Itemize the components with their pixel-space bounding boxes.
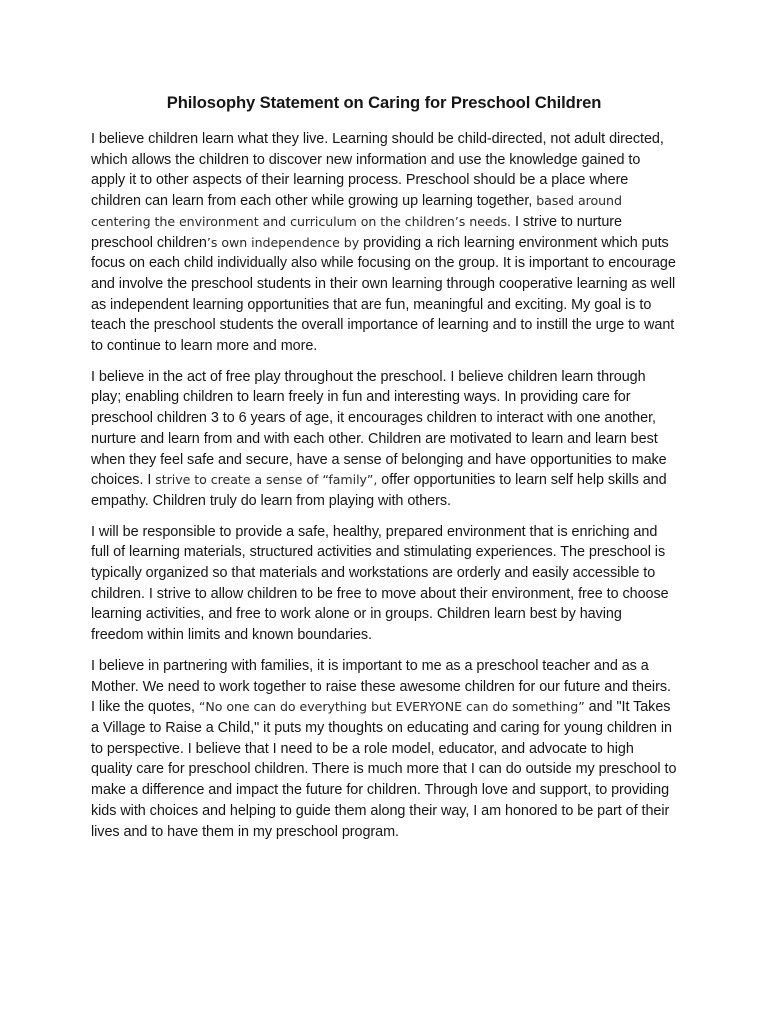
paragraph-2-text-1: I believe in the act of free play throughout the preschool. I believe children learn through play; enabling children to learn freely in fun and interesting ways. In providing care for preschool children 3 to 6 years of age, it encourages children to interact with one another, nurture and learn from and with each other. Children are motivated to learn and learn best when they feel safe and secure, have a sense of belonging and have opportunities to make choices. I [91, 368, 667, 489]
paragraph-1-text-3: I strive to nurture preschool children [91, 213, 622, 251]
paragraph-4-text-3: and "It Takes a Village to Raise a Child," it puts my thoughts on educating and caring for young children in to perspective. I believe that I need to be a role model, educator, and advocate to high quality care for preschool children. There is much more that I can do outside my preschool to make a difference and impact the future for children. Through love and support, to providing kids with choices and helping to guide them along their way, I am honored to be part of their lives and to have them in my preschool program. [91, 699, 677, 840]
paragraph-2 [91, 367, 677, 512]
paragraph-1-text-5: providing a rich learning environment which puts focus on each child individually also while focusing on the group. It is important to encourage and involve the preschool students in their own learning through cooperative learning as well as independent learning opportunities that are fun, meaningful and exciting. My goal is to teach the preschool students the overall importance of learning and to instill the urge to want to continue to learn more and more. [91, 234, 676, 355]
paragraph-3-text-1: I will be responsible to provide a safe, healthy, prepared environment that is enriching and full of learning materials, structured activities and stimulating experiences. The preschool is typically organized so that materials and workstations are orderly and easily accessible to children. I strive to allow children to be free to move about their environment, free to choose learning activities, and free to work alone or in groups. Children learn best by having freedom within limits and known boundaries. [91, 523, 669, 644]
paragraph-1-text-2: based around centering the environment and curriculum on the children’s needs. [91, 193, 622, 229]
paragraph-4-text-2: “No one can do everything but EVERYONE can do something” [198, 699, 585, 715]
document-title: Philosophy Statement on Caring for Preschool Children [166, 93, 602, 112]
paragraph-1-text-4: ’s own independence by [206, 234, 360, 250]
paragraph-4-text-1: I believe in partnering with families, it is important to me as a preschool teacher and as a Mother. We need to work together to raise these awesome children for our future and theirs. I like the quotes, [91, 657, 671, 716]
paragraph-1 [91, 129, 677, 357]
paragraph-3 [91, 522, 677, 646]
document-page [91, 90, 677, 852]
paragraph-2-text-2: strive to create a sense of “family”, [155, 472, 378, 488]
paragraph-2-text-3: offer opportunities to learn self help skills and empathy. Children truly do learn from playing with others. [91, 472, 667, 509]
paragraph-1-text-1: I believe children learn what they live. Learning should be child-directed, not adult directed, which allows the children to discover new information and use the knowledge gained to apply it to other aspects of their learning process. Preschool should be a place where children can learn from each other while growing up learning together, [91, 131, 664, 210]
paragraph-4 [91, 656, 677, 842]
